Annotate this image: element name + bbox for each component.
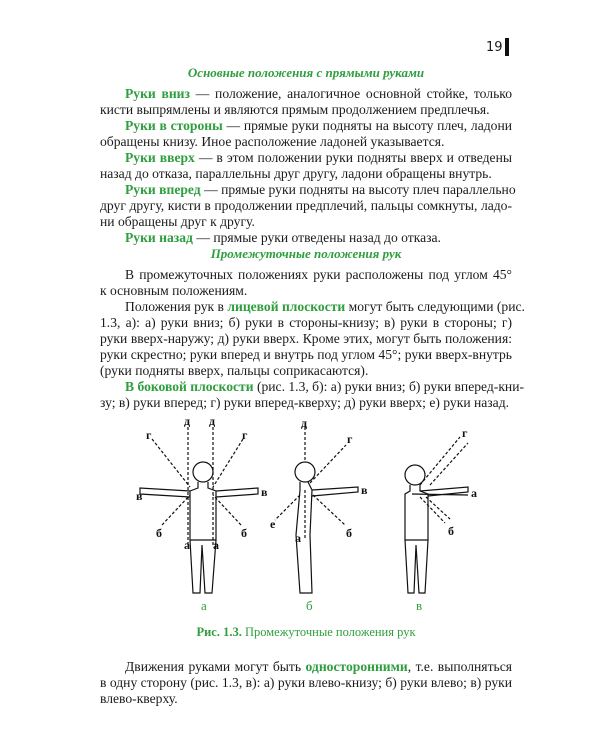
paragraph [100,230,512,246]
paragraph [100,86,512,118]
text-line [100,363,512,379]
text-line [100,299,525,315]
text-line [100,283,512,299]
text-segment: руки вверх-наружу; д) руки вверх. Кроме этих, могут быть положения: [100,331,512,346]
page-number: 19 [486,40,503,55]
text-line [100,150,512,166]
fig-a-label-v1: в [136,489,143,503]
text-segment: ни обращены друг к другу. [100,214,255,229]
paragraph [100,267,512,299]
fig-b-label-g: г [347,432,353,446]
text-line [100,134,512,150]
figure-b-sagittal [275,427,358,593]
fig-a-label-a1: а [184,538,190,552]
text-segment: в одну сторону (рис. 1.3, в): а) руки влево-книзу; б) руки влево; в) руки [100,675,512,690]
fig-a-label-d2: д [209,415,216,428]
figure-caption-number: Рис. 1.3. [196,625,242,639]
highlighted-term: лицевой плоскости [227,299,346,314]
fig-b-label-v: в [361,483,368,497]
fig-c-label-g: г [462,426,468,440]
fig-a-label-a2: а [213,538,219,552]
figure-panel-label-a: а [201,598,207,613]
text-segment: друг другу, кисти в продолжении предплечий, пальцы сомкнуты, ладо- [100,198,512,213]
text-block-intermediate-positions [100,267,525,411]
highlighted-term: Руки назад [125,230,193,245]
text-line [100,230,512,246]
text-segment: к основным положениям. [100,283,248,298]
text-line [100,315,512,331]
text-line [100,166,512,182]
paragraph [100,299,525,379]
fig-b-label-e: е [270,517,276,531]
highlighted-term: Руки вверх [125,150,195,165]
text-line [100,659,512,675]
text-line [100,118,512,134]
paragraph [100,659,512,707]
text-segment: 1.3, а): а) руки вниз; б) руки в стороны-книзу; в) руки в стороны; г) [100,315,512,330]
text-segment: — прямые руки подняты на высоту плеч параллельно [200,182,516,197]
fig-c-label-a: а [471,486,477,500]
paragraph [100,150,512,182]
fig-a-label-b2: б [241,526,247,540]
paragraph [100,182,516,230]
figure-panel-label-b: б [306,598,313,613]
text-line [100,214,512,230]
text-segment: руки скрестно; руки вперед и внутрь под углом 45°; руки вверх-внутрь [100,347,512,362]
fig-a-label-g2: г [242,428,248,442]
text-line [100,347,512,363]
text-segment: могут быть следующими (рис. [345,299,525,314]
text-segment: зу; в) руки вперед; г) руки вперед-кверху; д) руки вверх; е) руки назад. [100,395,510,410]
figure-a-frontal [140,427,258,593]
fig-c-label-b: б [448,524,454,538]
fig-a-label-v2: в [261,485,268,499]
paragraph [100,118,512,150]
text-line [100,379,524,395]
highlighted-term: Руки вперед [125,182,201,197]
fig-a-label-b1: б [156,526,162,540]
text-segment: (рис. 1.3, б): а) руки вниз; б) руки вперед-кни- [253,379,524,394]
text-segment: кисти выпрямлены и являются прямым продолжением предплечья. [100,102,490,117]
text-segment: назад до отказа, параллельны друг другу, ладони обращены внутрь. [100,166,492,181]
text-segment: Положения рук в [125,299,228,314]
text-line [100,331,512,347]
text-line [100,675,512,691]
paragraph [100,379,524,411]
fig-a-label-g1: г [146,428,152,442]
figure-caption [100,625,512,640]
text-line [100,86,512,102]
text-line [100,102,512,118]
text-segment: обращены книзу. Иное расположение ладоней указывается. [100,134,445,149]
text-line [100,395,512,411]
highlighted-term: В боковой плоскости [125,379,254,394]
fig-b-label-a: а [295,531,301,545]
fig-a-label-d1: д [184,415,191,428]
text-segment: — в этом положении руки подняты вверх и отведены [194,150,512,165]
text-line [100,691,512,707]
text-line [100,182,516,198]
text-segment: — прямые руки подняты на высоту плеч, ладони [222,118,512,133]
page-number-bar [505,38,509,56]
figure-arm-positions [0,415,600,600]
highlighted-term: односторонними [305,659,408,674]
text-block-basic-positions [100,86,516,246]
text-segment: (руки подняты вверх, пальцы соприкасаются). [100,363,369,378]
highlighted-term: Руки вниз [125,86,190,101]
text-segment: — положение, аналогичное основной стойке, только [189,86,512,101]
fig-b-label-b: б [346,526,352,540]
text-block-one-sided [100,659,512,707]
text-segment: , т.е. выполняться [407,659,512,674]
section-heading-intermediate-positions: Промежуточные положения рук [210,246,402,261]
text-segment: Движения руками могут быть [125,659,306,674]
text-segment: В промежуточных положениях руки расположены под углом 45° [125,267,512,282]
figure-c-one-sided [405,437,468,593]
figure-panel-label-c: в [416,598,423,613]
fig-b-label-d: д [301,416,308,430]
text-line [100,198,512,214]
text-line [100,267,512,283]
section-heading-basic-positions: Основные положения с прямыми руками [187,65,425,80]
text-segment: — прямые руки отведены назад до отказа. [192,230,441,245]
text-segment: влево-кверху. [100,691,178,706]
figure-caption-text: Промежуточные положения рук [241,625,416,639]
highlighted-term: Руки в стороны [125,118,223,133]
